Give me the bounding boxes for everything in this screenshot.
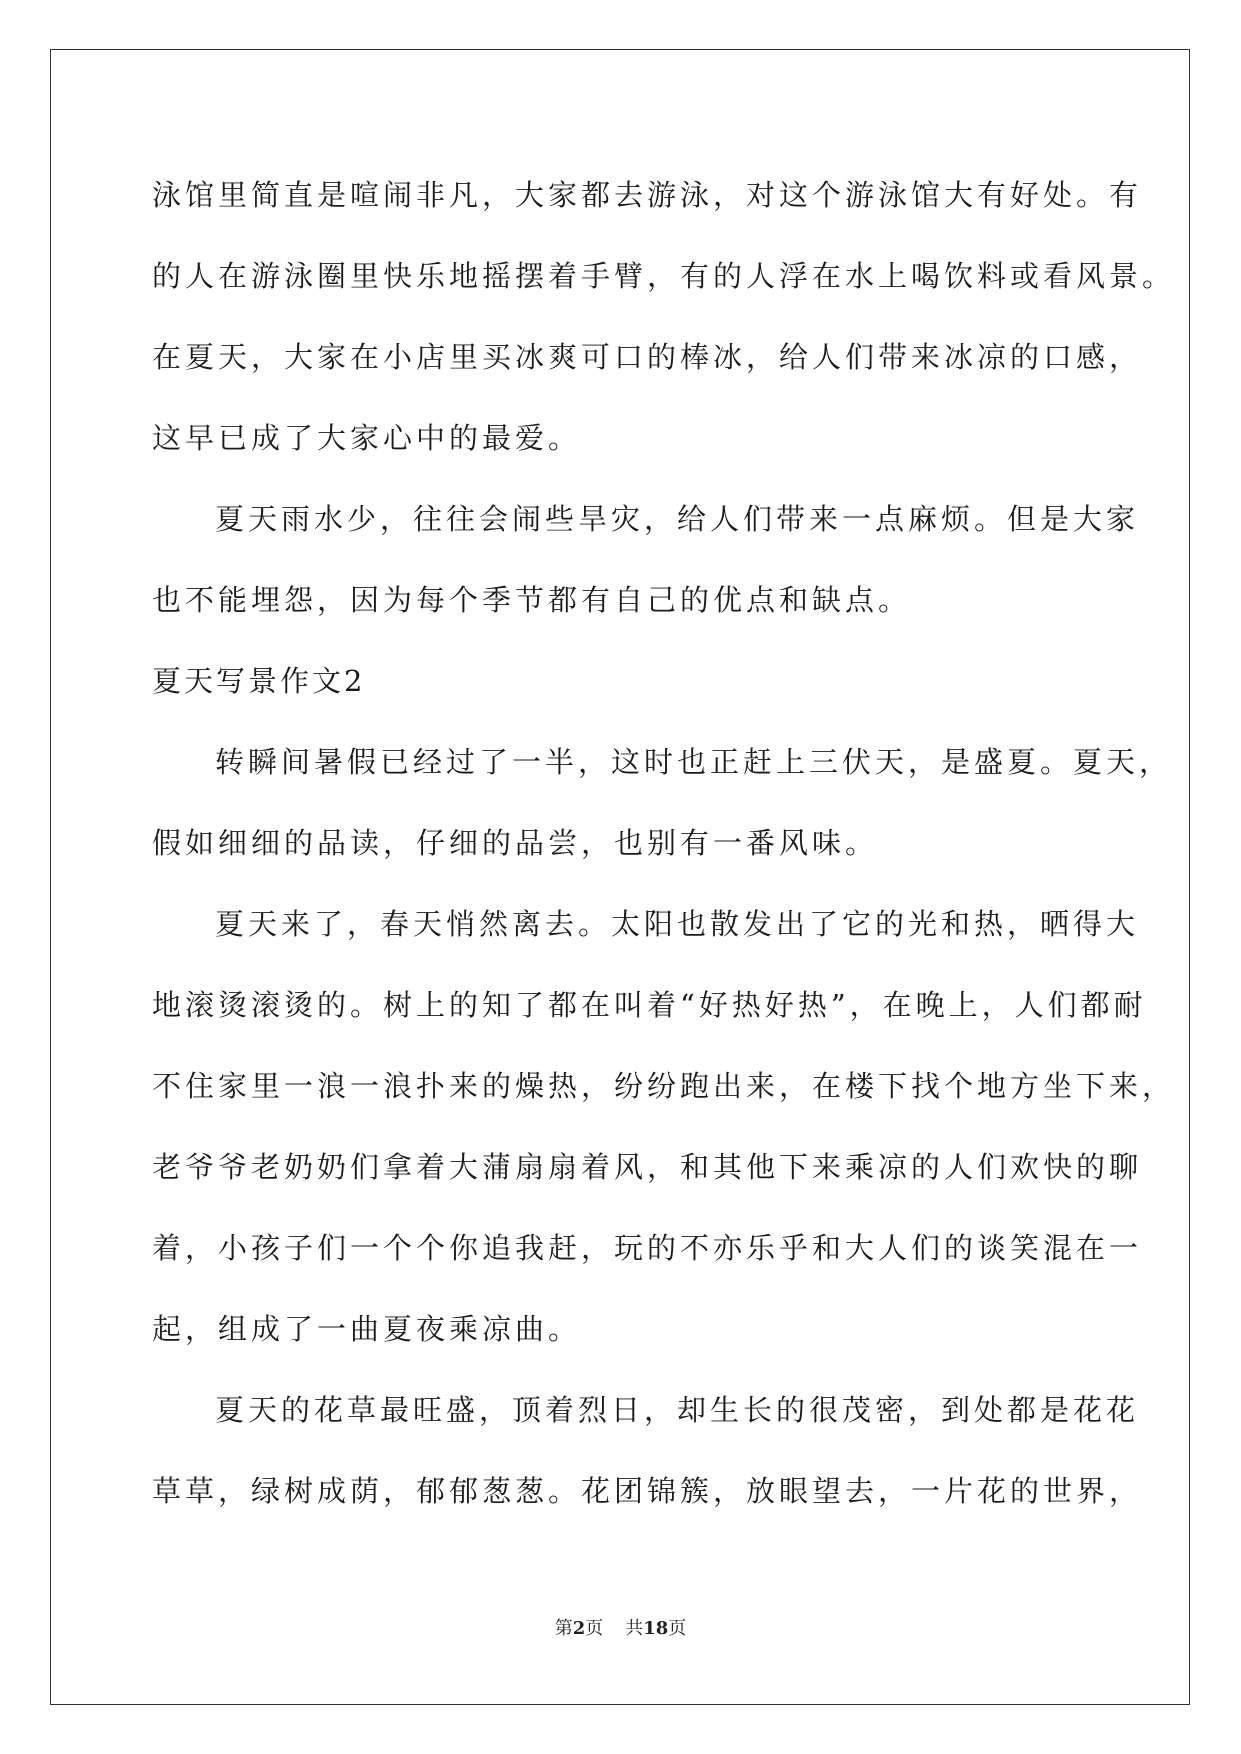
page-prefix: 第 [554, 1618, 573, 1639]
section-heading: 夏天写景作文2 [152, 664, 366, 698]
body-line-12: 不住家里一浪一浪扑来的燥热，纷纷跑出来，在楼下找个地方坐下来， [152, 1069, 1176, 1103]
body-line-16: 夏天的花草最旺盛，顶着烈日，却生长的很茂密，到处都是花花 [215, 1393, 1140, 1427]
body-line-5: 夏天雨水少，往往会闹些旱灾，给人们带来一点麻烦。但是大家 [215, 502, 1140, 536]
body-line-14: 着，小孩子们一个个你追我赶，玩的不亦乐乎和大人们的谈笑混在一 [152, 1231, 1143, 1265]
body-line-4: 这早已成了大家心中的最爱。 [152, 421, 582, 455]
body-line-17: 草草，绿树成荫，郁郁葱葱。花团锦簇，放眼望去，一片花的世界， [152, 1474, 1143, 1508]
body-line-9: 假如细细的品读，仔细的品尝，也别有一番风味。 [152, 826, 879, 860]
page-footer [0, 1614, 1241, 1640]
body-line-10: 夏天来了，春天悄然离去。太阳也散发出了它的光和热，晒得大 [215, 907, 1140, 941]
body-line-13: 老爷爷老奶奶们拿着大蒲扇扇着风，和其他下来乘凉的人们欢快的聊 [152, 1150, 1143, 1184]
document-body [152, 155, 1176, 1532]
body-line-11: 地滚烫滚烫的。树上的知了都在叫着“好热好热”，在晚上，人们都耐 [152, 988, 1147, 1022]
page-number: 2 [572, 1618, 586, 1639]
body-line-3: 在夏天，大家在小店里买冰爽可口的棒冰，给人们带来冰凉的口感， [152, 340, 1143, 374]
page-unit: 页 [585, 1618, 604, 1639]
body-line-6: 也不能埋怨，因为每个季节都有自己的优点和缺点。 [152, 583, 912, 617]
body-line-1: 泳馆里简直是喧闹非凡，大家都去游泳，对这个游泳馆大有好处。有 [152, 178, 1143, 212]
total-unit: 页 [668, 1618, 687, 1639]
total-pages: 18 [643, 1618, 669, 1639]
total-prefix: 共 [625, 1618, 644, 1639]
body-line-8: 转瞬间暑假已经过了一半，这时也正赶上三伏天，是盛夏。夏天， [215, 745, 1173, 779]
body-line-15: 起，组成了一曲夏夜乘凉曲。 [152, 1312, 582, 1346]
body-line-2: 的人在游泳圈里快乐地摇摆着手臂，有的人浮在水上喝饮料或看风景。 [152, 259, 1176, 293]
